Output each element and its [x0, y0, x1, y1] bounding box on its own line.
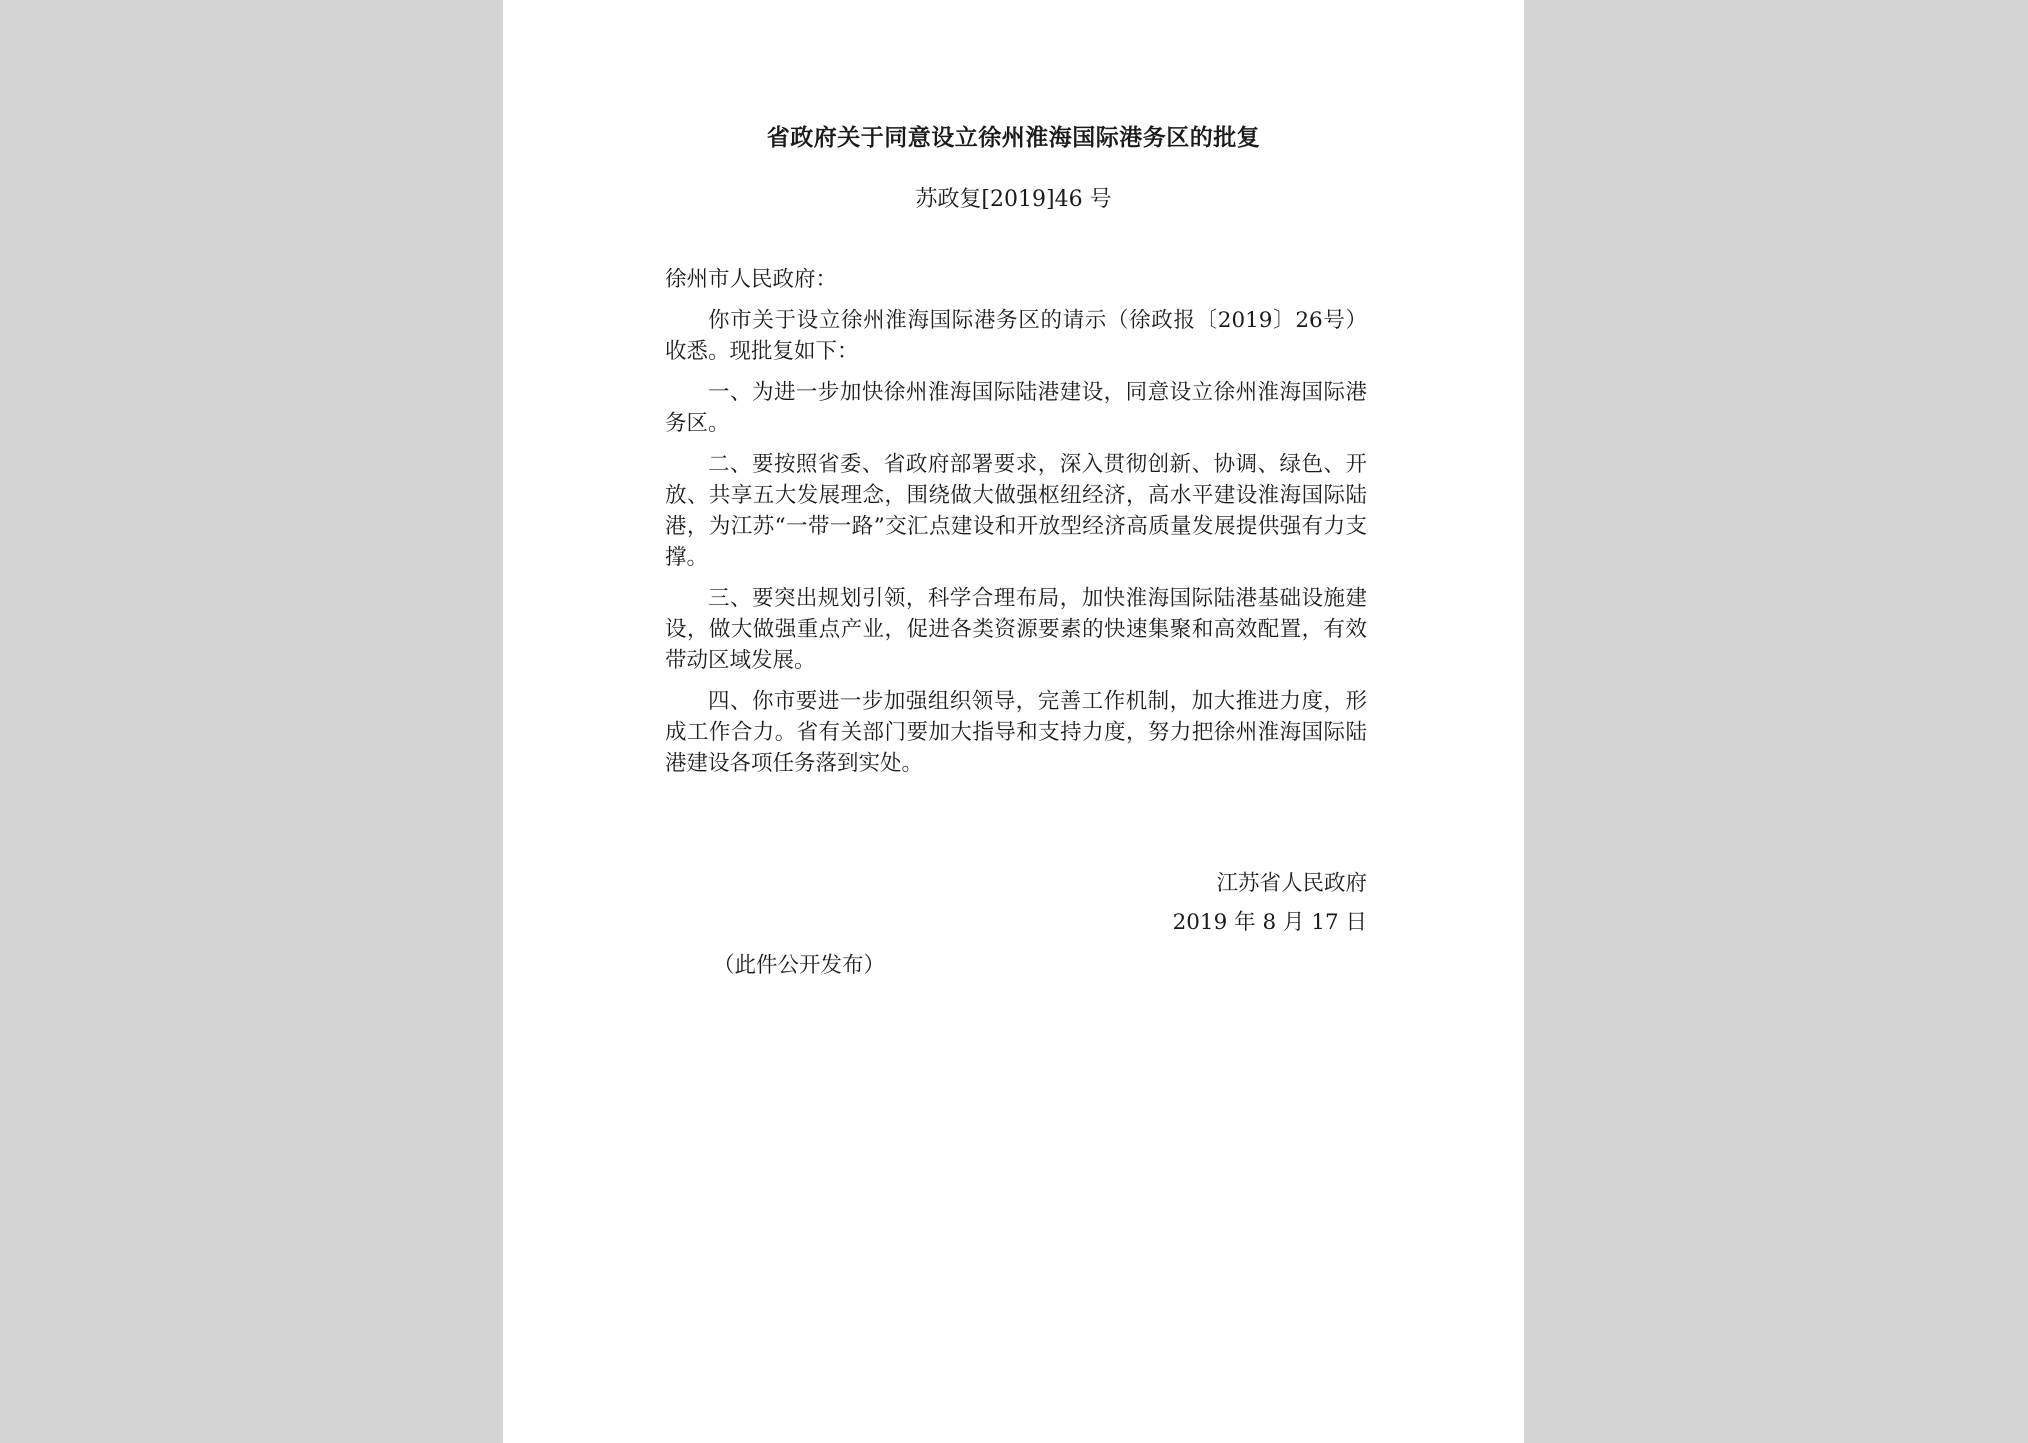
signature-date: 2019 年 8 月 17 日 [1172, 910, 1367, 935]
paragraph-item-1: 一、为进一步加快徐州淮海国际陆港建设，同意设立徐州淮海国际港务区。 [665, 380, 1367, 436]
document-body [665, 264, 1367, 789]
publication-note: （此件公开发布） [713, 953, 886, 978]
paragraph-item-4: 四、你市要进一步加强组织领导，完善工作机制，加大推进力度，形成工作合力。省有关部门要加大指导和支持力度，努力把徐州淮海国际陆港建设各项任务落到实处。 [665, 689, 1367, 776]
document-page [503, 0, 1524, 1443]
paragraph-item-3: 三、要突出规划引领，科学合理布局，加快淮海国际陆港基础设施建设，做大做强重点产业，促进各类资源要素的快速集聚和高效配置，有效带动区域发展。 [665, 586, 1367, 673]
signature-organization: 江苏省人民政府 [1216, 871, 1367, 896]
addressee: 徐州市人民政府： [665, 267, 838, 292]
document-title: 省政府关于同意设立徐州淮海国际港务区的批复 [766, 124, 1261, 151]
document-number: 苏政复[2019]46 号 [915, 187, 1112, 212]
paragraph-intro: 你市关于设立徐州淮海国际港务区的请示（徐政报〔2019〕26号）收悉。现批复如下： [665, 308, 1367, 364]
paragraph-item-2: 二、要按照省委、省政府部署要求，深入贯彻创新、协调、绿色、开放、共享五大发展理念，围绕做大做强枢纽经济，高水平建设淮海国际陆港，为江苏“一带一路”交汇点建设和开放型经济高质量发展提供强有力支撑。 [665, 452, 1367, 570]
